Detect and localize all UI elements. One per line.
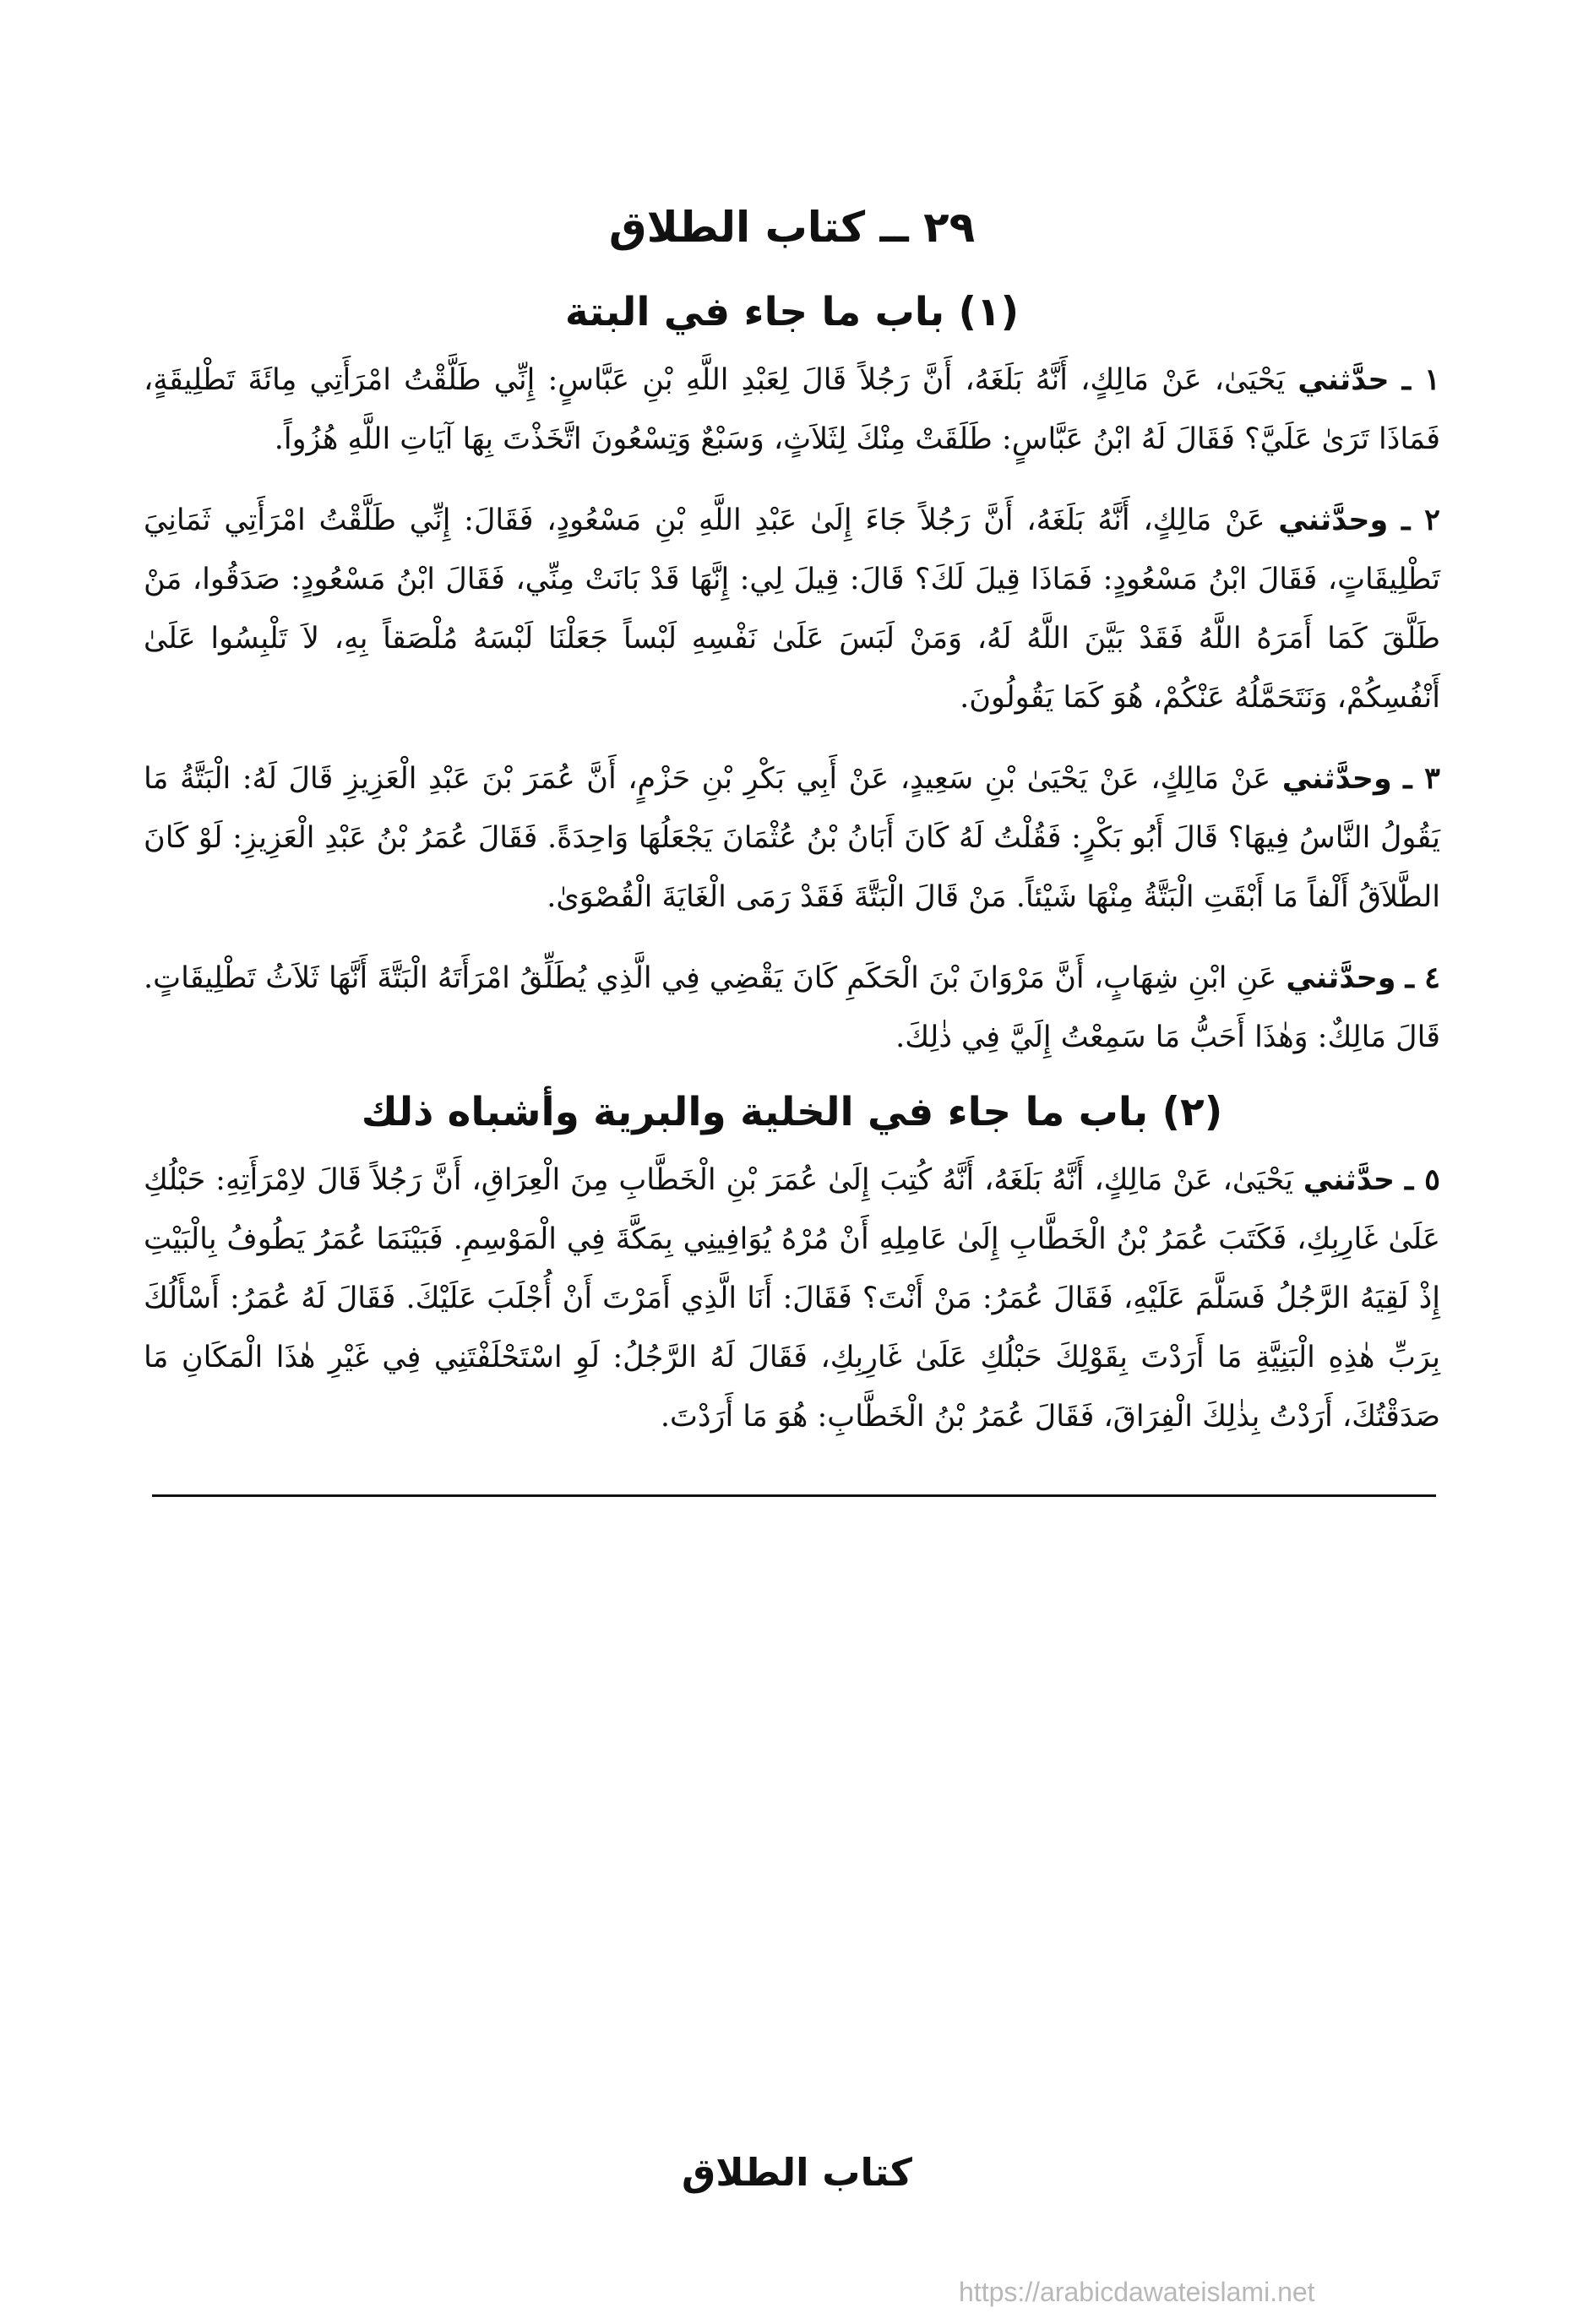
hadith-paragraph: [144, 749, 1440, 927]
hadith-number: ٥ ـ: [1404, 1162, 1440, 1197]
hadith-text: عَنْ مَالِكٍ، أَنَّهُ بَلَغَهُ، أَنَّ رَجُلاً جَاءَ إِلَىٰ عَبْدِ اللَّهِ بْنِ مَسْعُودٍ، فَقَالَ: إِنِّي طَلَّقْتُ امْرَأَتِي ثَمَانِيَ تَطْلِيقَاتٍ، فَقَالَ ابْنُ مَسْعُودٍ: فَمَاذَا قِيلَ لَكَ؟ قَالَ: قِيلَ لِي: إِنَّهَا قَدْ بَانَتْ مِنِّي، فَقَالَ ابْنُ مَسْعُودٍ: صَدَقُوا، مَنْ طَلَّقَ كَمَا أَمَرَهُ اللَّهُ فَقَدْ بَيَّنَ اللَّهُ لَهُ، وَمَنْ لَبَسَ عَلَىٰ نَفْسِهِ لَبْساً جَعَلْنَا لَبْسَهُ مُلْصَقاً بِهِ، لاَ تَلْبِسُوا عَلَىٰ أَنْفُسِكُمْ، وَنَتَحَمَّلُهُ عَنْكُمْ، هُوَ كَمَا يَقُولُونَ.: [144, 503, 1440, 715]
hadith-text: يَحْيَىٰ، عَنْ مَالِكٍ، أَنَّهُ بَلَغَهُ، أَنَّهُ كُتِبَ إِلَىٰ عُمَرَ بْنِ الْخَطَّابِ مِنَ الْعِرَاقِ، أَنَّ رَجُلاً قَالَ لاِمْرَأَتِهِ: حَبْلُكِ عَلَىٰ غَارِبِكِ، فَكَتَبَ عُمَرُ بْنُ الْخَطَّابِ إِلَىٰ عَامِلِهِ أَنْ مُرْهُ يُوَافِينِي بِمَكَّةَ فِي الْمَوْسِمِ. فَبَيْنَمَا عُمَرُ يَطُوفُ بِالْبَيْتِ إِذْ لَقِيَهُ الرَّجُلُ فَسَلَّمَ عَلَيْهِ، فَقَالَ عُمَرُ: مَنْ أَنْتَ؟ فَقَالَ: أَنَا الَّذِي أَمَرْتَ أَنْ أُجْلَبَ عَلَيْكَ. فَقَالَ لَهُ عُمَرُ: أَسْأَلُكَ بِرَبِّ هٰذِهِ الْبَنِيَّةِ مَا أَرَدْتَ بِقَوْلِكَ حَبْلُكِ عَلَىٰ غَارِبِكِ، فَقَالَ لَهُ الرَّجُلُ: لَوِ اسْتَحْلَفْتَنِي فِي غَيْرِ هٰذَا الْمَكَانِ مَا صَدَقْتُكَ، أَرَدْتُ بِذٰلِكَ الْفِرَاقَ، فَقَالَ عُمَرُ بْنُ الْخَطَّابِ: هُوَ مَا أَرَدْتَ.: [144, 1163, 1440, 1434]
hadith-number: ٤ ـ: [1405, 961, 1440, 995]
footnote-divider: [152, 1494, 1436, 1497]
chapter-heading: (١) باب ما جاء في البتة: [564, 289, 1020, 335]
hadith-lead: حدَّثني: [1303, 1163, 1395, 1197]
running-footer-title: كتاب الطلاق: [682, 2150, 912, 2195]
book-title: ٢٩ ــ كتاب الطلاق: [608, 203, 976, 252]
hadith-number: ١ ـ: [1401, 362, 1440, 397]
hadith-text: يَحْيَىٰ، عَنْ مَالِكٍ، أَنَّهُ بَلَغَهُ، أَنَّ رَجُلاً قَالَ لِعَبْدِ اللَّهِ بْنِ عَبَّاسٍ: إِنِّي طَلَّقْتُ امْرَأَتِي مِائَةَ تَطْلِيقَةٍ، فَمَاذَا تَرَىٰ عَلَيَّ؟ فَقَالَ لَهُ ابْنُ عَبَّاسٍ: طَلَقَتْ مِنْكَ لِثَلاَثٍ، وَسَبْعٌ وَتِسْعُونَ اتَّخَذْتَ بِهَا آيَاتِ اللَّهِ هُزُواً.: [144, 363, 1440, 456]
hadith-lead: وحدَّثني: [1281, 762, 1392, 796]
hadith-number: ٢ ـ: [1401, 503, 1440, 537]
hadith-paragraph: [144, 1151, 1440, 1446]
hadith-lead: وحدَّثني: [1278, 503, 1389, 537]
hadith-lead: حدَّثني: [1298, 363, 1390, 397]
hadith-paragraph: [144, 949, 1440, 1067]
hadith-text: عَنِ ابْنِ شِهَابٍ، أَنَّ مَرْوَانَ بْنَ الْحَكَمِ كَانَ يَقْضِي فِي الَّذِي يُطَلِّقُ امْرَأَتَهُ الْبَتَّةَ أَنَّهَا ثَلاَثُ تَطْلِيقَاتٍ. قَالَ مَالِكٌ: وَهٰذَا أَحَبُّ مَا سَمِعْتُ إِلَيَّ فِي ذٰلِكَ.: [144, 961, 1440, 1054]
hadith-lead: وحدَّثني: [1286, 961, 1396, 995]
hadith-paragraph: [144, 491, 1440, 727]
watermark-url: https://arabicdawateislami.net: [959, 2277, 1315, 2307]
chapter-heading: (٢) باب ما جاء في الخلية والبرية وأشباه ذلك: [361, 1089, 1223, 1135]
hadith-paragraph: [144, 351, 1440, 469]
hadith-text: عَنْ مَالِكٍ، عَنْ يَحْيَىٰ بْنِ سَعِيدٍ، عَنْ أَبِي بَكْرِ بْنِ حَزْمٍ، أَنَّ عُمَرَ بْنَ عَبْدِ الْعَزِيزِ قَالَ لَهُ: الْبَتَّةُ مَا يَقُولُ النَّاسُ فِيهَا؟ قَالَ أَبُو بَكْرٍ: فَقُلْتُ لَهُ كَانَ أَبَانُ بْنُ عُثْمَانَ يَجْعَلُهَا وَاحِدَةً. فَقَالَ عُمَرُ بْنُ عَبْدِ الْعَزِيزِ: لَوْ كَانَ الطَّلاَقُ أَلْفاً مَا أَبْقَتِ الْبَتَّةُ مِنْهَا شَيْئاً. مَنْ قَالَ الْبَتَّةَ فَقَدْ رَمَى الْغَايَةَ الْقُصْوَىٰ.: [144, 762, 1440, 914]
page-body: [144, 203, 1440, 1468]
hadith-number: ٣ ـ: [1403, 761, 1440, 796]
